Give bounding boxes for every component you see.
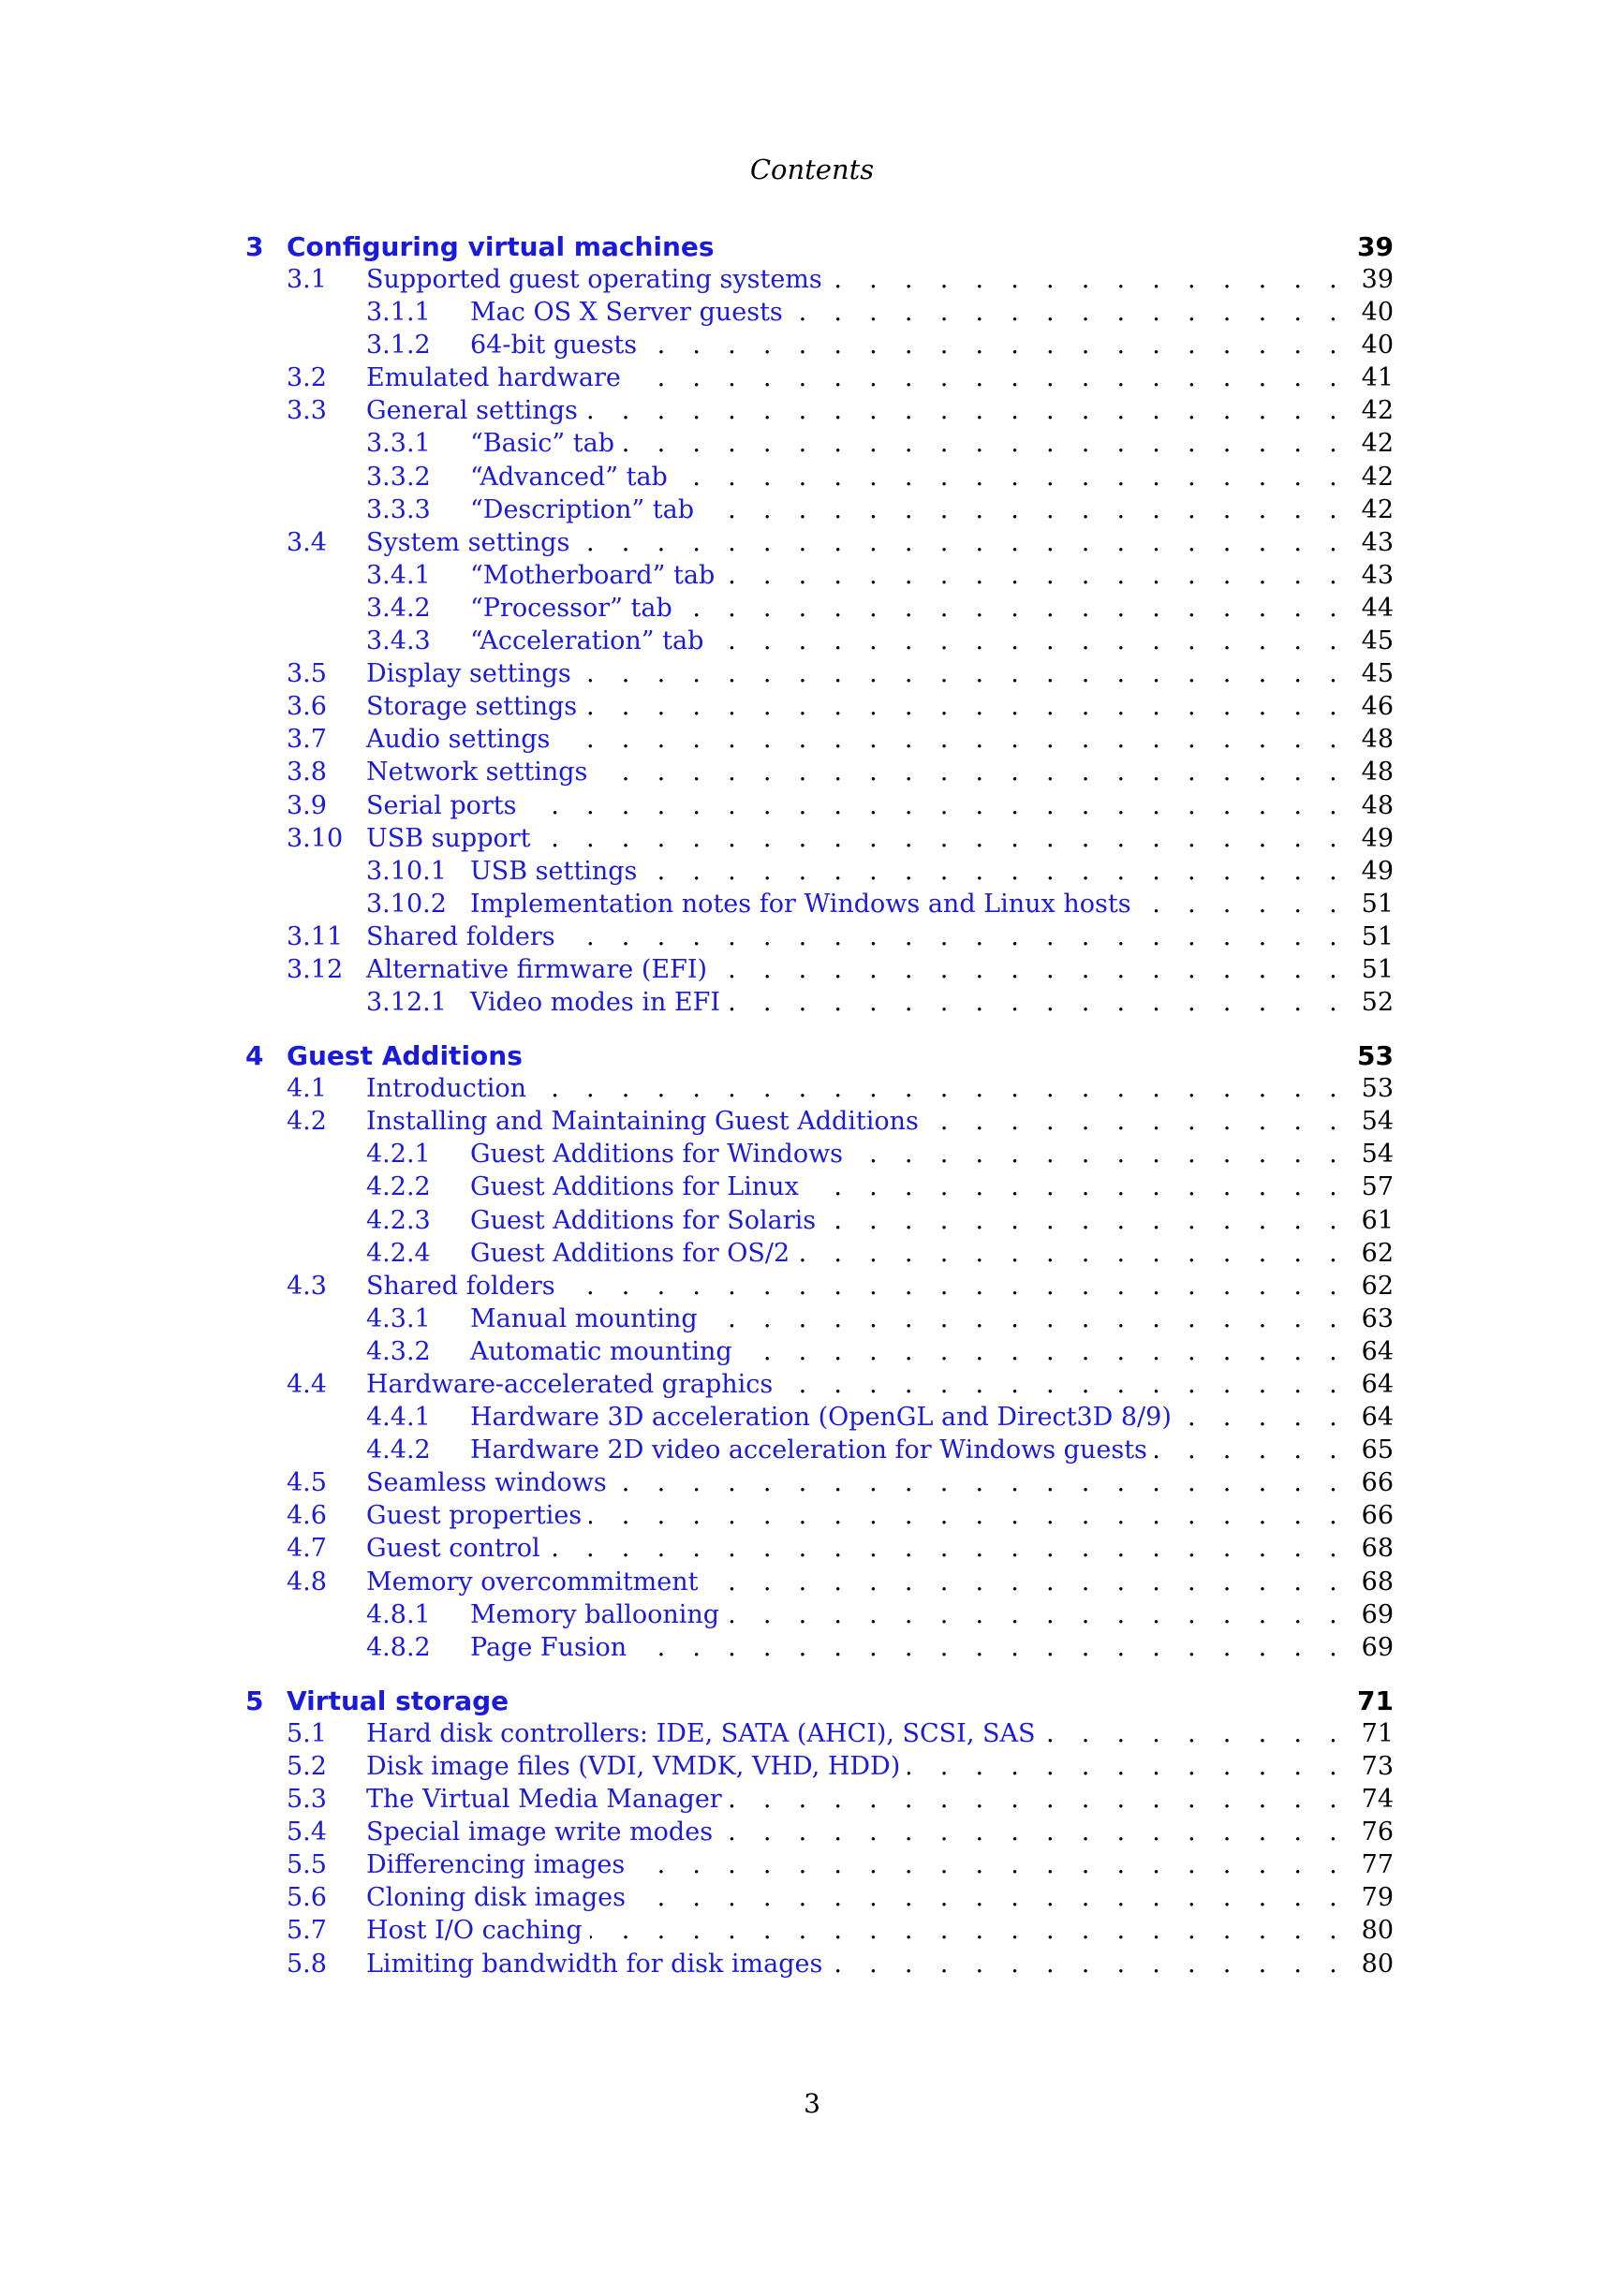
entry-page-number: 66 (1361, 1468, 1394, 1498)
entry-title-link[interactable]: Shared folders (366, 1271, 555, 1301)
entry-page-number: 68 (1361, 1567, 1394, 1597)
entry-number: 3.9 (287, 790, 327, 820)
entry-page-number: 77 (1361, 1850, 1394, 1880)
entry-title-link[interactable]: Guest Additions for Linux (470, 1172, 799, 1202)
entry-title-link[interactable]: Hardware 3D acceleration (OpenGL and Direct3D 8/9) (470, 1403, 1172, 1433)
entry-title-link[interactable]: Video modes in EFI (470, 988, 721, 1018)
chapter-number: 5 (245, 1685, 264, 1716)
toc-section-entry[interactable] (245, 1783, 1394, 1816)
toc-subsection-entry[interactable] (245, 559, 1394, 592)
toc-subsection-entry[interactable] (245, 1335, 1394, 1368)
entry-title-link[interactable]: Guest Additions for Windows (470, 1140, 844, 1170)
entry-page-number: 66 (1361, 1501, 1394, 1531)
entry-title-link[interactable]: Cloning disk images (366, 1883, 627, 1913)
entry-page-number: 42 (1361, 462, 1394, 492)
entry-number: 5.3 (287, 1785, 327, 1815)
entry-page-number: 69 (1361, 1632, 1394, 1662)
dot-leader (1179, 1401, 1347, 1434)
toc-subsection-entry[interactable] (245, 888, 1394, 920)
dot-leader (644, 855, 1347, 888)
entry-number: 3.6 (287, 692, 327, 722)
toc-subsection-entry[interactable] (245, 296, 1394, 329)
entry-page-number: 51 (1361, 921, 1394, 951)
entry-number: 5.1 (287, 1718, 327, 1748)
entry-number: 5.8 (287, 1949, 327, 1979)
entry-page-number: 68 (1361, 1534, 1394, 1564)
chapter-title-link[interactable]: Configuring virtual machines (287, 231, 715, 262)
entry-page-number: 44 (1361, 593, 1394, 623)
toc-subsection-entry[interactable] (245, 427, 1394, 460)
dot-leader (722, 559, 1347, 592)
entry-page-number: 48 (1361, 725, 1394, 755)
entry-title-link[interactable]: General settings (366, 396, 578, 426)
toc-chapter-heading[interactable] (245, 1039, 1394, 1072)
entry-title-link[interactable]: Page Fusion (470, 1632, 627, 1662)
entry-number: 3.1.1 (366, 298, 431, 328)
entry-number: 5.4 (287, 1818, 327, 1847)
toc-section-entry[interactable] (245, 756, 1394, 788)
dot-leader (711, 625, 1347, 657)
toc-subsection-entry[interactable] (245, 1303, 1394, 1335)
entry-title-link[interactable]: Host I/O caching (366, 1916, 583, 1946)
entry-title-link[interactable]: Seamless windows (366, 1468, 607, 1498)
entry-title-link[interactable]: Memory overcommitment (366, 1567, 699, 1597)
entry-title-link[interactable]: Differencing images (366, 1850, 626, 1880)
entry-number: 5.7 (287, 1916, 327, 1946)
entry-title-link[interactable]: “Processor” tab (470, 593, 672, 623)
entry-page-number: 54 (1361, 1140, 1394, 1170)
dot-leader (548, 1532, 1347, 1565)
toc-section-entry[interactable] (245, 690, 1394, 723)
entry-title-link[interactable]: Emulated hardware (366, 363, 621, 393)
dot-leader (628, 361, 1347, 394)
entry-number: 3.10 (287, 823, 344, 853)
entry-number: 3.4.2 (366, 593, 431, 623)
entry-title-link[interactable]: Guest Additions for Solaris (470, 1205, 817, 1235)
entry-number: 5.2 (287, 1751, 327, 1781)
entry-title-link[interactable]: Limiting bandwidth for disk images (366, 1949, 823, 1979)
entry-page-number: 48 (1361, 790, 1394, 820)
entry-page-number: 65 (1361, 1435, 1394, 1465)
dot-leader (557, 723, 1347, 756)
entry-page-number: 51 (1361, 889, 1394, 919)
dot-leader (926, 1105, 1347, 1138)
entry-page-number: 43 (1361, 527, 1394, 557)
dot-leader (720, 1816, 1347, 1848)
toc-section-entry[interactable] (245, 1881, 1394, 1914)
entry-number: 3.4.1 (366, 560, 431, 590)
toc-subsection-entry[interactable] (245, 1170, 1394, 1203)
entry-number: 4.2 (287, 1107, 327, 1137)
toc-subsection-entry[interactable] (245, 1401, 1394, 1434)
toc-section-entry[interactable] (245, 1948, 1394, 1980)
entry-number: 4.2.1 (366, 1140, 431, 1170)
dot-leader (908, 1750, 1347, 1783)
entry-title-link[interactable]: Audio settings (366, 725, 551, 755)
entry-number: 3.3.1 (366, 429, 431, 459)
dot-leader (715, 953, 1347, 986)
dot-leader (563, 920, 1347, 953)
entry-page-number: 73 (1361, 1751, 1394, 1781)
toc-section-entry[interactable] (245, 1566, 1394, 1598)
toc-section-entry[interactable] (245, 1848, 1394, 1881)
toc-section-entry[interactable] (245, 1914, 1394, 1947)
dot-leader (830, 1948, 1347, 1980)
entry-page-number: 46 (1361, 692, 1394, 722)
entry-page-number: 39 (1361, 265, 1394, 294)
chapter-page-number: 53 (1357, 1040, 1394, 1072)
dot-leader (830, 263, 1347, 296)
entry-title-link[interactable]: Display settings (366, 659, 571, 689)
toc-section-entry[interactable] (245, 822, 1394, 855)
dot-leader (806, 1170, 1347, 1203)
entry-title-link[interactable]: Installing and Maintaining Guest Additions (366, 1107, 919, 1137)
dot-leader (823, 1204, 1347, 1237)
toc-section-entry[interactable] (245, 1532, 1394, 1565)
entry-number: 4.2.3 (366, 1205, 431, 1235)
entry-title-link[interactable]: Hardware-accelerated graphics (366, 1370, 774, 1399)
entry-number: 4.8.2 (366, 1632, 431, 1662)
toc-subsection-entry[interactable] (245, 592, 1394, 625)
entry-number: 3.3.2 (366, 462, 431, 492)
entry-title-link[interactable]: USB support (366, 823, 531, 853)
entry-title-link[interactable]: Implementation notes for Windows and Linux hosts (470, 889, 1131, 919)
dot-leader (595, 756, 1347, 788)
toc-subsection-entry[interactable] (245, 1631, 1394, 1664)
toc-subsection-entry[interactable] (245, 1204, 1394, 1237)
entry-title-link[interactable]: “Basic” tab (470, 429, 614, 459)
entry-number: 3.10.2 (366, 889, 447, 919)
entry-number: 4.2.4 (366, 1238, 431, 1268)
entry-number: 3.12 (287, 954, 344, 984)
toc-subsection-entry[interactable] (245, 1138, 1394, 1170)
entry-number: 4.2.2 (366, 1172, 431, 1202)
toc-section-entry[interactable] (245, 526, 1394, 559)
toc-subsection-entry[interactable] (245, 329, 1394, 361)
entry-page-number: 40 (1361, 331, 1394, 361)
entry-page-number: 64 (1361, 1370, 1394, 1399)
entry-page-number: 63 (1361, 1303, 1394, 1333)
entry-number: 4.5 (287, 1468, 327, 1498)
toc-subsection-entry[interactable] (245, 1598, 1394, 1631)
entry-number: 4.8 (287, 1567, 327, 1597)
dot-leader (634, 1631, 1347, 1664)
entry-page-number: 42 (1361, 429, 1394, 459)
entry-page-number: 69 (1361, 1599, 1394, 1629)
toc-section-entry[interactable] (245, 394, 1394, 427)
dot-leader (539, 822, 1348, 855)
dot-leader (730, 1783, 1347, 1816)
entry-page-number: 61 (1361, 1205, 1394, 1235)
toc-section-entry[interactable] (245, 953, 1394, 986)
entry-number: 4.6 (287, 1501, 327, 1531)
entry-page-number: 80 (1361, 1916, 1394, 1946)
running-head: Contents (749, 154, 875, 185)
dot-leader (563, 1270, 1347, 1303)
entry-page-number: 64 (1361, 1403, 1394, 1433)
entry-number: 4.4.1 (366, 1403, 431, 1433)
dot-leader (706, 1566, 1347, 1598)
dot-leader (1043, 1717, 1348, 1750)
entry-page-number: 80 (1361, 1949, 1394, 1979)
toc-section-entry[interactable] (245, 789, 1394, 822)
entry-number: 3.5 (287, 659, 327, 689)
dot-leader (584, 690, 1347, 723)
dot-leader (614, 1466, 1347, 1499)
dot-leader (577, 526, 1347, 559)
toc-section-entry[interactable] (245, 1072, 1394, 1105)
entry-title-link[interactable]: “Description” tab (470, 494, 694, 524)
dot-leader (589, 1499, 1347, 1532)
entry-number: 3.8 (287, 758, 327, 787)
entry-title-link[interactable]: Mac OS X Server guests (470, 298, 783, 328)
dot-leader (1155, 1434, 1347, 1466)
toc-subsection-entry[interactable] (245, 1434, 1394, 1466)
entry-title-link[interactable]: Manual mounting (470, 1303, 698, 1333)
toc-section-entry[interactable] (245, 723, 1394, 756)
chapter-page-number: 39 (1357, 231, 1394, 262)
entry-number: 4.3.2 (366, 1336, 431, 1366)
entry-page-number: 71 (1361, 1718, 1394, 1748)
entry-page-number: 76 (1361, 1818, 1394, 1847)
entry-number: 4.1 (287, 1074, 327, 1104)
entry-number: 3.7 (287, 725, 327, 755)
entry-number: 3.4 (287, 527, 327, 557)
entry-title-link[interactable]: Special image write modes (366, 1818, 714, 1847)
dot-leader (633, 1881, 1347, 1914)
entry-page-number: 62 (1361, 1271, 1394, 1301)
entry-title-link[interactable]: Introduction (366, 1074, 526, 1104)
toc-subsection-entry[interactable] (245, 625, 1394, 657)
entry-page-number: 49 (1361, 823, 1394, 853)
dot-leader (524, 789, 1347, 822)
chapter-number: 4 (245, 1040, 264, 1072)
entry-number: 3.12.1 (366, 988, 447, 1018)
entry-title-link[interactable]: Memory ballooning (470, 1599, 720, 1629)
entry-title-link[interactable]: Alternative firmware (EFI) (366, 954, 708, 984)
entry-title-link[interactable]: System settings (366, 527, 570, 557)
entry-title-link[interactable]: The Virtual Media Manager (366, 1785, 722, 1815)
page-number: 3 (804, 2088, 820, 2119)
entry-title-link[interactable]: Guest control (366, 1534, 540, 1564)
entry-page-number: 74 (1361, 1785, 1394, 1815)
entry-page-number: 45 (1361, 626, 1394, 656)
toc-section-entry[interactable] (245, 1717, 1394, 1750)
entry-number: 3.11 (287, 921, 344, 951)
entry-number: 5.6 (287, 1883, 327, 1913)
dot-leader (701, 493, 1347, 526)
toc-section-entry[interactable] (245, 1750, 1394, 1783)
toc-subsection-entry[interactable] (245, 493, 1394, 526)
entry-number: 3.1.2 (366, 331, 431, 361)
entry-page-number: 79 (1361, 1883, 1394, 1913)
entry-number: 4.7 (287, 1534, 327, 1564)
dot-leader (797, 1237, 1347, 1270)
entry-title-link[interactable]: Shared folders (366, 921, 555, 951)
dot-leader (728, 986, 1347, 1019)
entry-number: 3.3 (287, 396, 327, 426)
entry-title-link[interactable]: Hard disk controllers: IDE, SATA (AHCI), SCSI, SAS (366, 1718, 1036, 1748)
entry-title-link[interactable]: USB settings (470, 856, 638, 886)
entry-page-number: 42 (1361, 396, 1394, 426)
entry-number: 3.2 (287, 363, 327, 393)
entry-title-link[interactable]: Guest properties (366, 1501, 583, 1531)
entry-number: 4.3 (287, 1271, 327, 1301)
toc-subsection-entry[interactable] (245, 461, 1394, 493)
toc-section-entry[interactable] (245, 1270, 1394, 1303)
entry-title-link[interactable]: Disk image files (VDI, VMDK, VHD, HDD) (366, 1751, 901, 1781)
chapter-title-link[interactable]: Virtual storage (287, 1685, 509, 1716)
entry-number: 4.4 (287, 1370, 327, 1399)
table-of-contents (245, 230, 1394, 2001)
entry-page-number: 40 (1361, 298, 1394, 328)
entry-page-number: 62 (1361, 1238, 1394, 1268)
dot-leader (632, 1848, 1347, 1881)
dot-leader (675, 461, 1347, 493)
entry-title-link[interactable]: Storage settings (366, 692, 578, 722)
toc-chapter (245, 230, 1394, 1019)
toc-subsection-entry[interactable] (245, 855, 1394, 888)
entry-title-link[interactable]: Network settings (366, 758, 588, 787)
entry-number: 4.8.1 (366, 1599, 431, 1629)
entry-page-number: 64 (1361, 1336, 1394, 1366)
entry-title-link[interactable]: “Motherboard” tab (470, 560, 716, 590)
entry-page-number: 45 (1361, 659, 1394, 689)
toc-section-entry[interactable] (245, 1466, 1394, 1499)
entry-page-number: 57 (1361, 1172, 1394, 1202)
toc-chapter-heading[interactable] (245, 1685, 1394, 1717)
chapter-number: 3 (245, 231, 264, 262)
toc-section-entry[interactable] (245, 1105, 1394, 1138)
dot-leader (790, 296, 1347, 329)
entry-title-link[interactable]: “Advanced” tab (470, 462, 668, 492)
dot-leader (585, 394, 1347, 427)
dot-leader (705, 1303, 1347, 1335)
dot-leader (590, 1914, 1347, 1947)
entry-title-link[interactable]: “Acceleration” tab (470, 626, 704, 656)
toc-chapter (245, 1039, 1394, 1664)
entry-page-number: 53 (1361, 1074, 1394, 1104)
dot-leader (579, 657, 1347, 690)
dot-leader (727, 1598, 1347, 1631)
entry-page-number: 52 (1361, 988, 1394, 1018)
chapter-title-link[interactable]: Guest Additions (287, 1040, 523, 1072)
entry-title-link[interactable]: 64-bit guests (470, 331, 638, 361)
dot-leader (644, 329, 1347, 361)
chapter-page-number: 71 (1357, 1685, 1394, 1716)
toc-subsection-entry[interactable] (245, 1237, 1394, 1270)
entry-number: 5.5 (287, 1850, 327, 1880)
entry-page-number: 49 (1361, 856, 1394, 886)
entry-number: 3.3.3 (366, 494, 431, 524)
entry-title-link[interactable]: Guest Additions for OS/2 (470, 1238, 790, 1268)
dot-leader (680, 592, 1347, 625)
entry-number: 4.4.2 (366, 1435, 431, 1465)
dot-leader (740, 1335, 1347, 1368)
toc-section-entry[interactable] (245, 657, 1394, 690)
entry-page-number: 43 (1361, 560, 1394, 590)
dot-leader (1139, 888, 1347, 920)
toc-section-entry[interactable] (245, 920, 1394, 953)
toc-section-entry[interactable] (245, 1499, 1394, 1532)
toc-chapter (245, 1685, 1394, 1980)
entry-page-number: 42 (1361, 494, 1394, 524)
entry-title-link[interactable]: Automatic mounting (470, 1336, 732, 1366)
dot-leader (622, 427, 1347, 460)
toc-subsection-entry[interactable] (245, 986, 1394, 1019)
entry-number: 3.4.3 (366, 626, 431, 656)
entry-title-link[interactable]: Serial ports (366, 790, 517, 820)
entry-page-number: 41 (1361, 363, 1394, 393)
dot-leader (850, 1138, 1347, 1170)
toc-section-entry[interactable] (245, 263, 1394, 296)
toc-section-entry[interactable] (245, 361, 1394, 394)
dot-leader (780, 1368, 1347, 1401)
entry-page-number: 51 (1361, 954, 1394, 984)
toc-chapter-heading[interactable] (245, 230, 1394, 263)
entry-page-number: 48 (1361, 758, 1394, 787)
entry-number: 3.1 (287, 265, 327, 294)
entry-page-number: 54 (1361, 1107, 1394, 1137)
dot-leader (534, 1072, 1347, 1105)
toc-section-entry[interactable] (245, 1816, 1394, 1848)
entry-number: 3.10.1 (366, 856, 447, 886)
entry-number: 4.3.1 (366, 1303, 431, 1333)
entry-title-link[interactable]: Hardware 2D video acceleration for Windows guests (470, 1435, 1147, 1465)
toc-section-entry[interactable] (245, 1368, 1394, 1401)
entry-title-link[interactable]: Supported guest operating systems (366, 265, 822, 294)
